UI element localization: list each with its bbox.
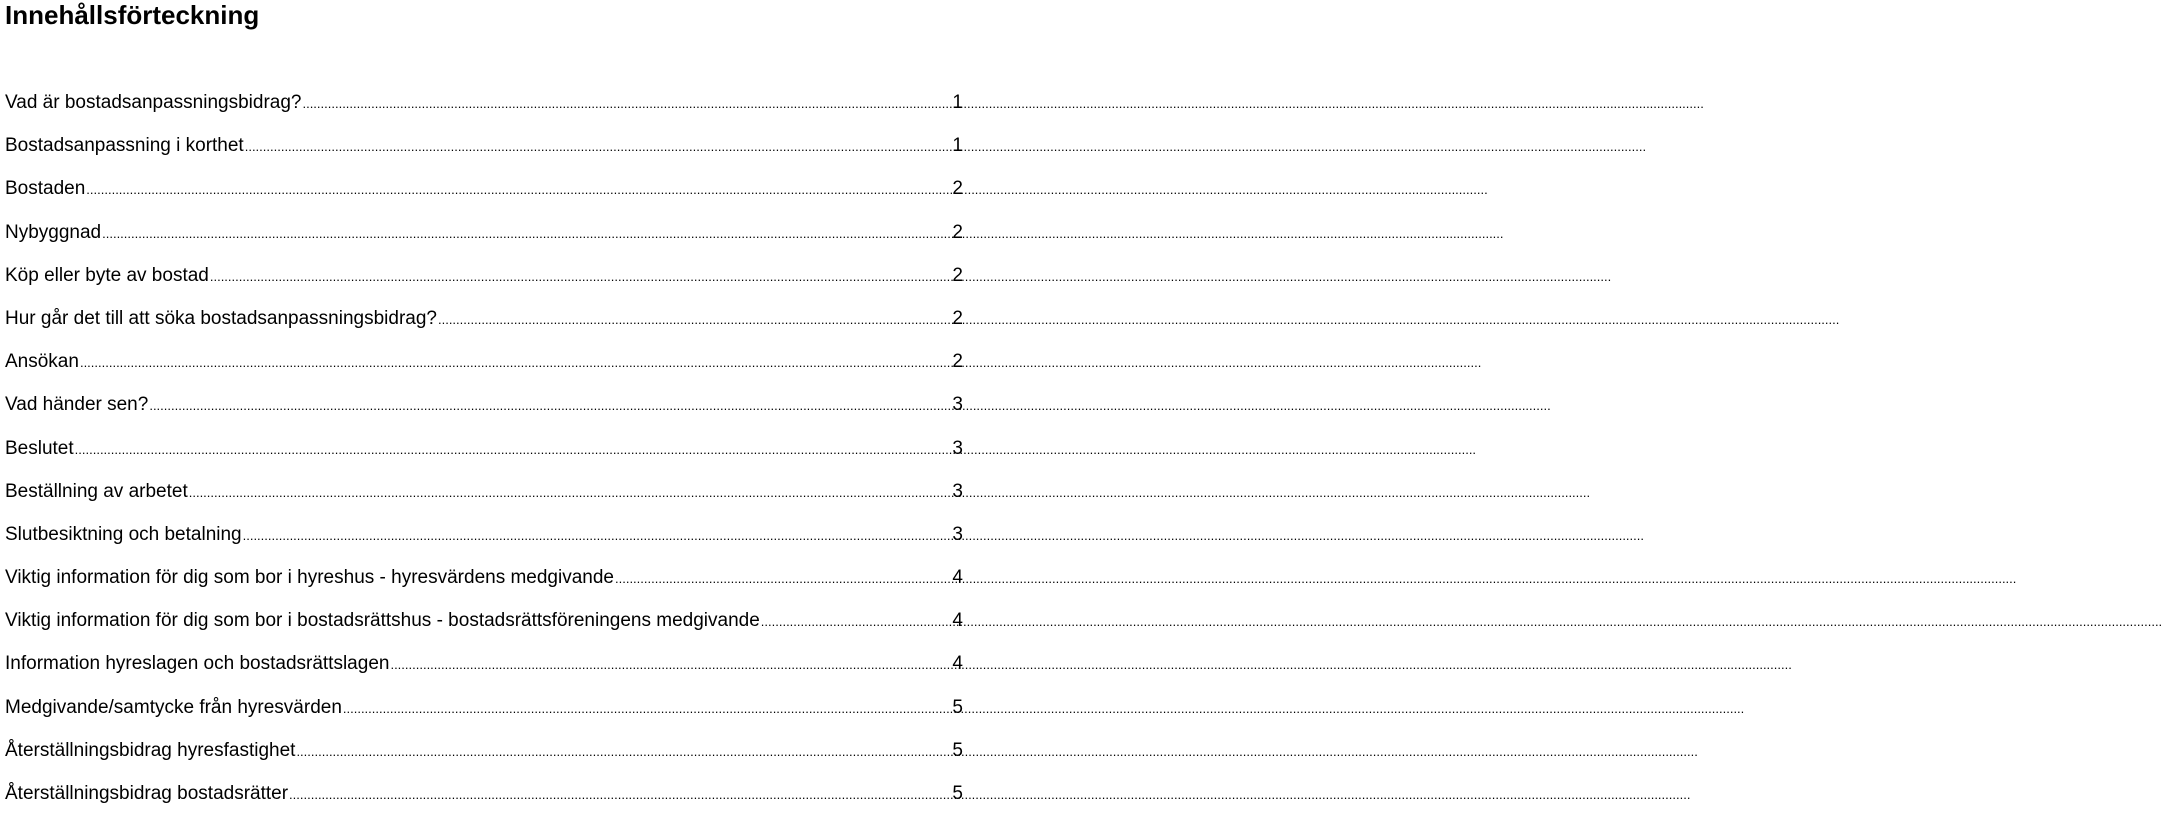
toc-entry[interactable] <box>5 211 963 254</box>
dot-leader <box>245 125 948 168</box>
toc-entry-text: Viktig information för dig som bor i hyreshus - hyresvärdens medgivande <box>5 567 614 589</box>
dot-leader <box>149 384 948 427</box>
toc-entry-text: Hur går det till att söka bostadsanpassningsbidrag? <box>5 307 437 329</box>
toc-page-number: 4 <box>952 653 963 675</box>
dot-leader <box>390 643 948 686</box>
toc-entry-text: Vad händer sen? <box>5 394 149 416</box>
toc-entry[interactable] <box>5 686 963 729</box>
dot-leader <box>210 255 948 298</box>
toc-entry-text: Nybyggnad <box>5 221 102 243</box>
dot-leader <box>615 557 948 600</box>
toc-entry[interactable] <box>5 513 963 556</box>
toc-entry[interactable] <box>5 124 963 167</box>
toc-entry-text: Vad är bostadsanpassningsbidrag? <box>5 92 302 113</box>
dot-leader <box>75 428 948 471</box>
toc-page-number: 2 <box>952 351 963 373</box>
toc-entry-text: Köp eller byte av bostad <box>5 264 209 286</box>
toc-entry[interactable] <box>5 772 963 815</box>
toc-entry[interactable] <box>5 470 963 513</box>
toc-page-number: 3 <box>952 437 963 459</box>
toc-page-number: 5 <box>952 696 963 718</box>
toc-page-number: 5 <box>952 783 963 804</box>
document-page <box>0 0 963 804</box>
toc-entry[interactable] <box>5 556 963 599</box>
toc-entry-text: Bostaden <box>5 178 86 200</box>
toc-page-number: 1 <box>952 135 963 157</box>
dot-leader <box>343 687 948 730</box>
toc-entry[interactable] <box>5 81 963 124</box>
toc-page-number: 3 <box>952 394 963 416</box>
toc-page-number: 2 <box>952 264 963 286</box>
toc-entry[interactable] <box>5 297 963 340</box>
toc-entry-text: Återställningsbidrag hyresfastighet <box>5 739 296 761</box>
toc-entry[interactable] <box>5 427 963 470</box>
toc-page-number: 1 <box>952 92 963 113</box>
dot-leader <box>438 298 948 341</box>
toc-page-number: 3 <box>952 480 963 502</box>
page-title: Innehållsförteckning <box>5 0 260 30</box>
toc-page-number: 2 <box>952 221 963 243</box>
toc-page-number: 2 <box>952 178 963 200</box>
dot-leader <box>761 600 948 643</box>
dot-leader <box>189 471 948 514</box>
toc-page-number: 4 <box>952 567 963 589</box>
toc-entry[interactable] <box>5 167 963 210</box>
toc-entry-text: Ansökan <box>5 351 79 373</box>
toc-entry[interactable] <box>5 383 963 426</box>
toc-entry[interactable] <box>5 729 963 772</box>
toc-list <box>5 81 963 815</box>
toc-entry-text: Beslutet <box>5 437 74 459</box>
toc-page-number: 4 <box>952 610 963 632</box>
toc-entry[interactable] <box>5 599 963 642</box>
toc-page-number: 5 <box>952 739 963 761</box>
dot-leader <box>102 212 948 255</box>
dot-leader <box>243 514 948 557</box>
toc-entry[interactable] <box>5 340 963 383</box>
dot-leader <box>80 341 948 384</box>
toc-entry-text: Information hyreslagen och bostadsrättslagen <box>5 653 390 675</box>
toc-entry-text: Återställningsbidrag bostadsrätter <box>5 783 289 804</box>
toc-entry-text: Bostadsanpassning i korthet <box>5 135 244 157</box>
toc-entry[interactable] <box>5 254 963 297</box>
toc-entry[interactable] <box>5 642 963 685</box>
toc-entry-text: Beställning av arbetet <box>5 480 188 502</box>
dot-leader <box>302 82 948 125</box>
toc-page-number: 3 <box>952 523 963 545</box>
toc-page-number: 2 <box>952 307 963 329</box>
dot-leader <box>289 773 948 816</box>
dot-leader <box>296 730 948 773</box>
toc-entry-text: Viktig information för dig som bor i bostadsrättshus - bostadsrättsföreningens medgivande <box>5 610 760 632</box>
toc-entry-text: Slutbesiktning och betalning <box>5 523 242 545</box>
toc-entry-text: Medgivande/samtycke från hyresvärden <box>5 696 342 718</box>
dot-leader <box>86 168 948 211</box>
